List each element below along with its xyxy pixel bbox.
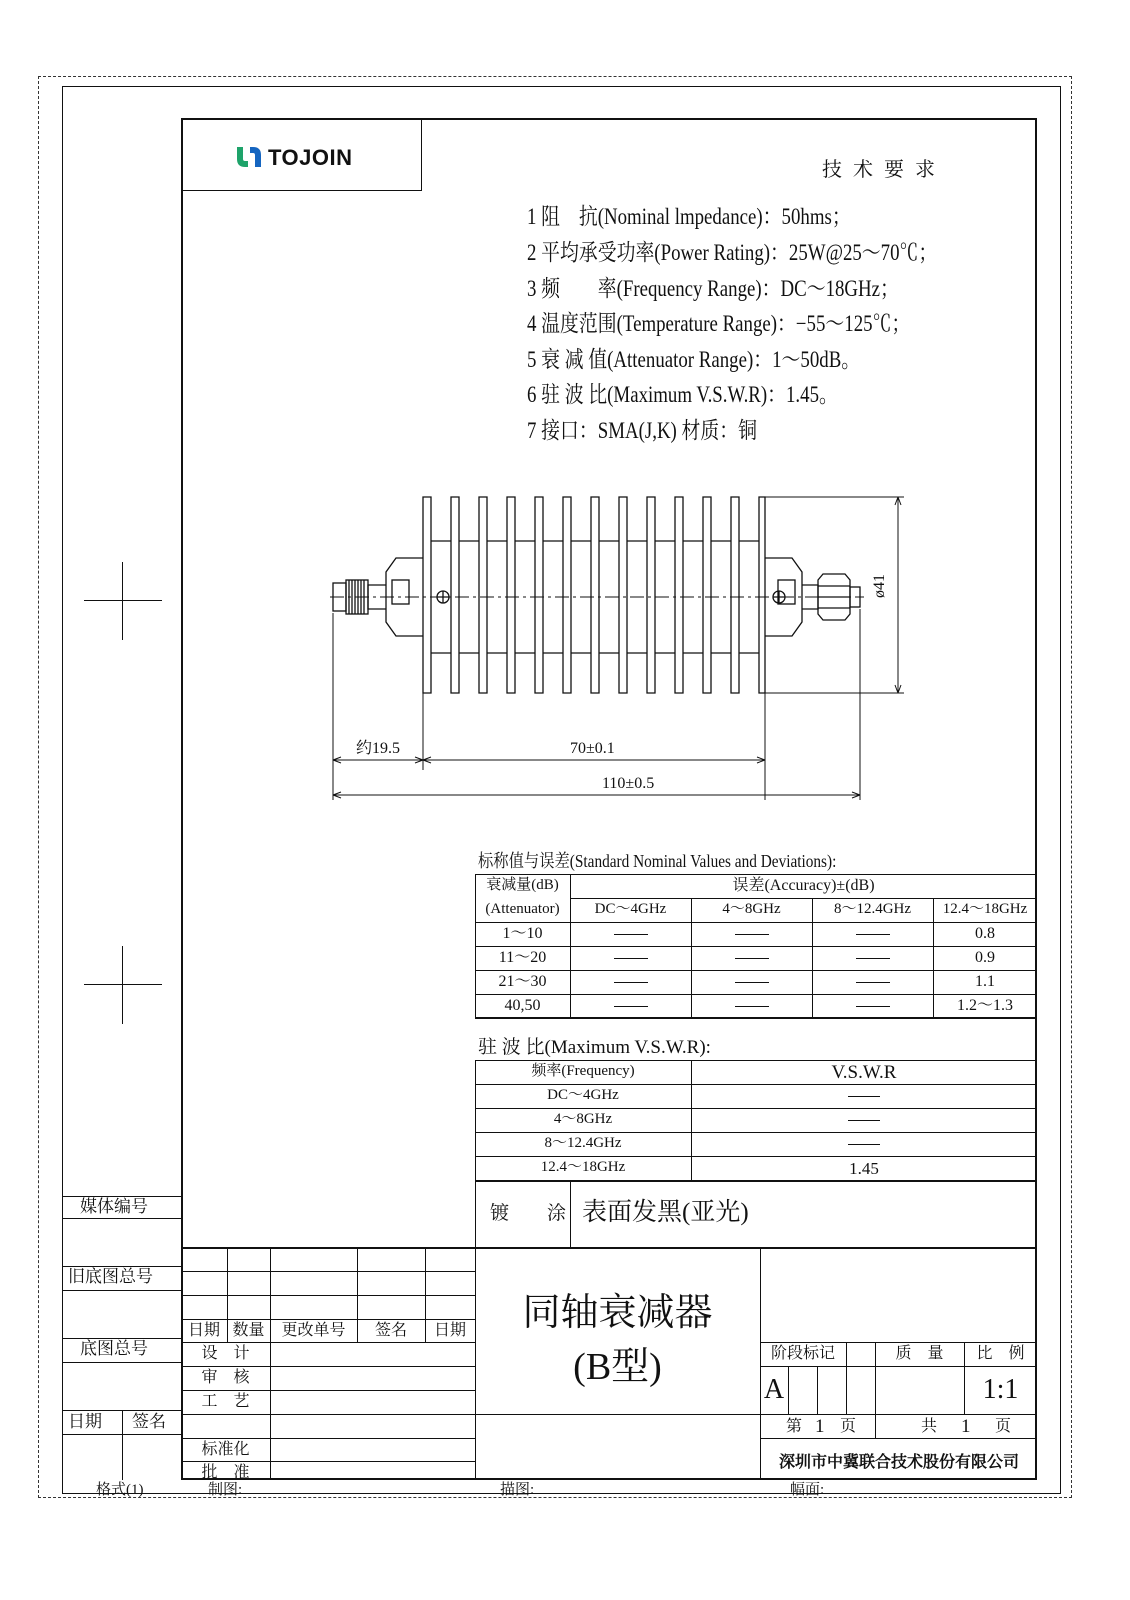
date-label: 日期 xyxy=(68,1412,102,1431)
total-unit: 页 xyxy=(995,1418,1012,1435)
vswr-freq: 4～8GHz xyxy=(553,1111,613,1127)
revision-header: 更改单号 xyxy=(281,1322,346,1339)
nominal-table-line xyxy=(475,874,1037,875)
left-margin-line xyxy=(62,1434,181,1435)
accuracy-na xyxy=(614,958,648,959)
freq-header: DC～4GHz xyxy=(594,901,667,917)
spec-line: 7 接口：SMA(J,K) 材质：铜 xyxy=(527,418,757,443)
spec-line: 3 频 率(Frequency Range)：DC～18GHz； xyxy=(527,276,899,301)
attenuation-value: 40,50 xyxy=(504,997,541,1014)
nominal-table-line xyxy=(475,874,476,1018)
base-drawing-number-label: 底图总号 xyxy=(80,1339,148,1358)
old-base-drawing-number-label: 旧底图总号 xyxy=(68,1267,153,1286)
signoff-label: 工 艺 xyxy=(201,1393,250,1410)
vswr-table-line xyxy=(475,1060,1037,1061)
signoff-line xyxy=(270,1342,271,1480)
revision-header: 数量 xyxy=(232,1322,265,1339)
revision-grid-line xyxy=(181,1319,475,1320)
signoff-line xyxy=(181,1390,475,1391)
vswr-na xyxy=(848,1120,880,1121)
company-name: 深圳市中冀联合技术股份有限公司 xyxy=(779,1454,1020,1471)
accuracy-value: 0.9 xyxy=(975,949,995,966)
logo-wordmark: TOJOIN xyxy=(268,145,353,170)
vswr-freq: 12.4～18GHz xyxy=(540,1159,626,1175)
tojoin-logo-icon xyxy=(234,145,264,169)
freq-header: 4～8GHz xyxy=(722,901,781,917)
dim-diameter-label: ø41 xyxy=(871,574,888,598)
sheet-unit: 页 xyxy=(840,1418,857,1435)
title-block-line xyxy=(846,1342,847,1414)
vswr-header: V.S.W.R xyxy=(831,1062,897,1083)
registration-mark xyxy=(84,984,162,985)
accuracy-value: 0.8 xyxy=(975,925,995,942)
accuracy-na xyxy=(614,934,648,935)
accuracy-na xyxy=(856,934,890,935)
freq-header: 12.4～18GHz xyxy=(942,901,1028,917)
vswr-na xyxy=(848,1096,880,1097)
left-margin-line xyxy=(122,1410,123,1480)
stage-value: A xyxy=(763,1374,785,1405)
sheet-prefix: 第 xyxy=(786,1418,803,1435)
nominal-table-line xyxy=(475,946,1037,947)
vswr-na xyxy=(848,1144,880,1145)
spec-line: 1 阻 抗(Nominal lmpedance)：50hms； xyxy=(527,204,851,229)
spec-line: 5 衰 减 值(Attenuator Range)：1～50dB。 xyxy=(527,347,861,372)
accuracy-na xyxy=(735,982,769,983)
plating-label: 镀 涂 xyxy=(490,1203,567,1224)
stage-label: 阶段标记 xyxy=(770,1345,835,1362)
dim-total-label: 110±0.5 xyxy=(602,775,655,792)
dim-left-label: 约19.5 xyxy=(356,740,401,757)
attenuation-value: 1～10 xyxy=(502,925,543,942)
signoff-line xyxy=(181,1461,475,1462)
left-margin-line xyxy=(62,1218,181,1219)
vswr-table-line xyxy=(475,1132,1037,1133)
accuracy-value: 1.2～1.3 xyxy=(956,997,1013,1014)
attenuation-value: 11～20 xyxy=(498,949,547,966)
spec-line: 6 驻 波 比(Maximum V.S.W.R)：1.45。 xyxy=(527,382,838,407)
nominal-table-line xyxy=(475,1017,1037,1019)
title-block-line xyxy=(817,1366,818,1414)
drawing-title: 同轴衰减器 xyxy=(522,1292,713,1334)
vswr-freq: DC～4GHz xyxy=(547,1087,619,1103)
revision-grid-line xyxy=(181,1271,475,1272)
registration-mark xyxy=(122,562,123,640)
total-prefix: 共 xyxy=(921,1418,938,1435)
attenuation-header: 衰减量(dB) xyxy=(486,877,559,893)
nominal-table-line xyxy=(475,970,1037,971)
accuracy-na xyxy=(856,982,890,983)
revision-header: 签名 xyxy=(374,1322,407,1339)
vswr-table-line xyxy=(475,1156,1037,1157)
accuracy-na xyxy=(614,1006,648,1007)
vswr-table-line xyxy=(475,1108,1037,1109)
spec-line: 2 平均承受功率(Power Rating)：25W@25～70℃； xyxy=(527,240,938,265)
title-block-line xyxy=(760,1438,1037,1439)
total-sheets: 1 xyxy=(961,1416,971,1437)
vswr-table-title: 驻 波 比(Maximum V.S.W.R): xyxy=(478,1037,711,1058)
signoff-line xyxy=(181,1414,475,1415)
accuracy-na xyxy=(735,1006,769,1007)
attenuator-drawing xyxy=(320,480,920,800)
mass-label: 质 量 xyxy=(895,1345,944,1362)
revision-grid-line xyxy=(181,1295,475,1296)
title-block-line xyxy=(760,1342,1037,1343)
media-number-label: 媒体编号 xyxy=(80,1197,148,1216)
vswr-freq-header: 频率(Frequency) xyxy=(531,1063,635,1079)
accuracy-na xyxy=(735,934,769,935)
title-block-top xyxy=(181,1247,1037,1249)
signoff-line xyxy=(181,1438,475,1439)
accuracy-na xyxy=(856,958,890,959)
accuracy-na xyxy=(856,1006,890,1007)
vswr-value: 1.45 xyxy=(849,1159,879,1178)
scale-label: 比 例 xyxy=(976,1345,1025,1362)
attenuation-value: 21～30 xyxy=(498,973,547,990)
attenuation-header: (Attenuator) xyxy=(485,901,560,917)
accuracy-na xyxy=(735,958,769,959)
tech-requirements-heading: 技 术 要 求 xyxy=(822,159,938,181)
signoff-label: 批 准 xyxy=(201,1464,250,1481)
signoff-label: 审 核 xyxy=(201,1369,250,1386)
accuracy-na xyxy=(614,982,648,983)
nominal-table-line xyxy=(570,898,1037,899)
title-block-line xyxy=(788,1366,789,1414)
nominal-table-line xyxy=(475,994,1037,995)
format-label: 格式(1) xyxy=(96,1482,144,1498)
revision-grid-line xyxy=(181,1342,475,1343)
signoff-label: 标准化 xyxy=(201,1441,250,1458)
drawing-title-model: (B型) xyxy=(573,1346,662,1388)
plating-divider xyxy=(570,1180,571,1248)
vswr-table-line xyxy=(475,1180,1037,1182)
spec-line: 4 温度范围(Temperature Range)：−55～125℃； xyxy=(527,311,911,336)
nominal-table-line xyxy=(475,922,1037,923)
title-block-line xyxy=(760,1414,1037,1415)
signoff-label: 设 计 xyxy=(201,1345,250,1362)
sheet-number: 1 xyxy=(815,1416,825,1437)
registration-mark xyxy=(122,946,123,1024)
left-margin-line xyxy=(62,1362,181,1363)
title-block-line xyxy=(760,1366,1037,1367)
accuracy-value: 1.1 xyxy=(975,973,995,990)
sheet-size-label: 幅面: xyxy=(790,1482,825,1498)
traced-by-label: 描图: xyxy=(500,1482,535,1498)
scale-value: 1:1 xyxy=(982,1374,1019,1405)
sign-label: 签名 xyxy=(132,1412,166,1431)
revision-header: 日期 xyxy=(187,1322,220,1339)
accuracy-group-header: 误差(Accuracy)±(dB) xyxy=(732,877,875,894)
vswr-table-line xyxy=(475,1084,1037,1085)
title-block-line xyxy=(760,1247,761,1480)
left-margin-line xyxy=(62,1290,181,1291)
signoff-line xyxy=(181,1366,475,1367)
title-block-line xyxy=(475,1414,760,1415)
drawn-by-label: 制图: xyxy=(208,1482,243,1498)
nominal-table-line xyxy=(570,874,571,1018)
nominal-table-title: 标称值与误差(Standard Nominal Values and Deviations): xyxy=(478,851,837,871)
revision-header: 日期 xyxy=(433,1322,466,1339)
dim-body-label: 70±0.1 xyxy=(570,740,615,757)
vswr-freq: 8～12.4GHz xyxy=(544,1135,622,1151)
registration-mark xyxy=(84,600,162,601)
freq-header: 8～12.4GHz xyxy=(833,901,912,917)
plating-value: 表面发黑(亚光) xyxy=(582,1199,749,1226)
heat-sink-fins xyxy=(423,497,765,693)
